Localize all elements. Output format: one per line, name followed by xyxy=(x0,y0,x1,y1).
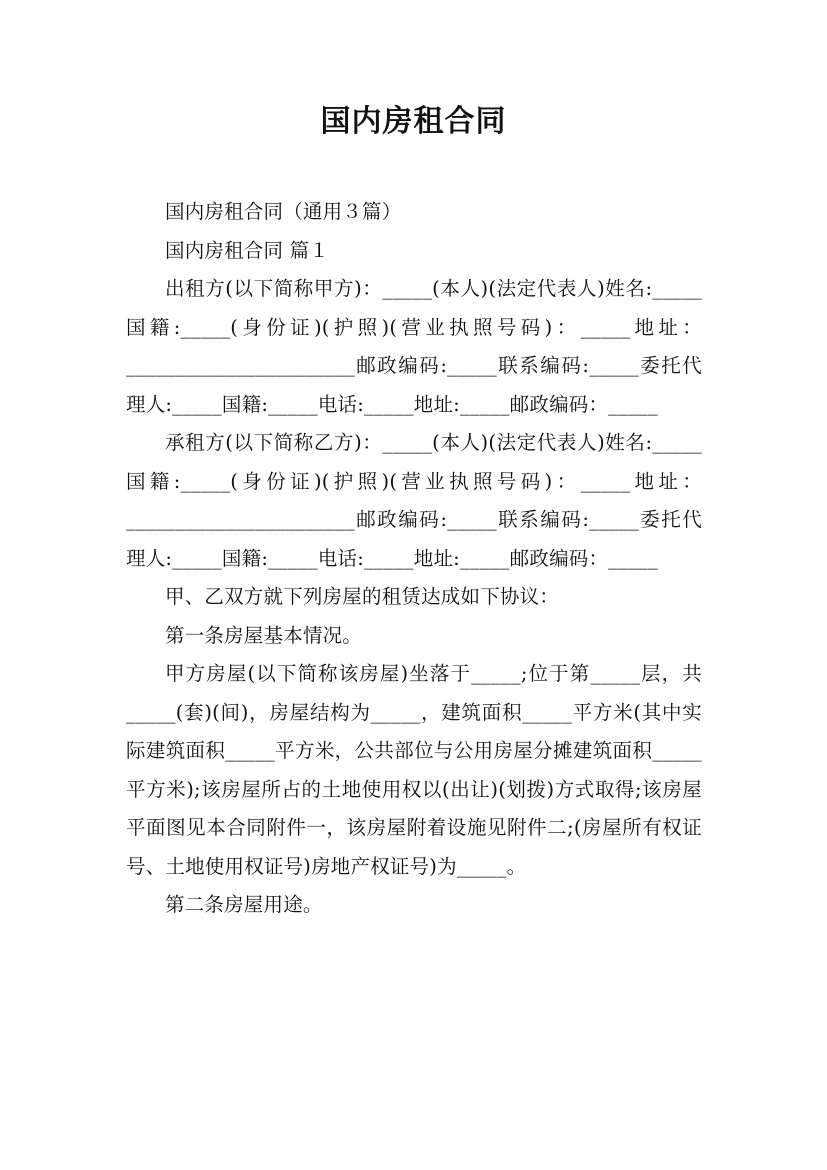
document-body xyxy=(126,193,702,925)
paragraph-article-2-heading: 第二条房屋用途。 xyxy=(165,893,323,916)
paragraph-subtitle: 国内房租合同（通用３篇） xyxy=(165,200,402,223)
document-title: 国内房租合同 xyxy=(320,104,507,139)
paragraph-agreement-intro: 甲、乙双方就下列房屋的租赁达成如下协议： xyxy=(165,585,560,608)
paragraph-lessee-info: 承租方(以下简称乙方)：_____(本人)(法定代表人)姓名:_____国籍:_____(身份证)(护照)(营业执照号码)：_____地址：_______________________邮政编码:_____联系编码:_____委托代理人:_____国籍:_____电话:_____地址:_____邮政编码：_____ xyxy=(126,431,702,570)
paragraph-chapter-heading: 国内房租合同 篇１ xyxy=(165,238,329,262)
paragraph-lessor-info: 出租方(以下简称甲方)：_____(本人)(法定代表人)姓名:_____国籍:_____(身份证)(护照)(营业执照号码)：_____地址：_______________________邮政编码:_____联系编码:_____委托代理人:_____国籍:_____电话:_____地址:_____邮政编码：_____ xyxy=(126,277,702,416)
paragraph-article-1-body: 甲方房屋(以下简称该房屋)坐落于_____;位于第_____层，共_____(套)(间)，房屋结构为_____，建筑面积_____平方米(其中实际建筑面积_____平方米，公共部位与公用房屋分摊建筑面积_____平方米);该房屋所占的土地使用权以(出让)(划拨)方式取得;该房屋平面图见本合同附件一，该房屋附着设施见附件二;(房屋所有权证号、土地使用权证号)房地产权证号)为_____。 xyxy=(126,662,702,878)
paragraph-article-1-heading: 第一条房屋基本情况。 xyxy=(165,623,363,647)
